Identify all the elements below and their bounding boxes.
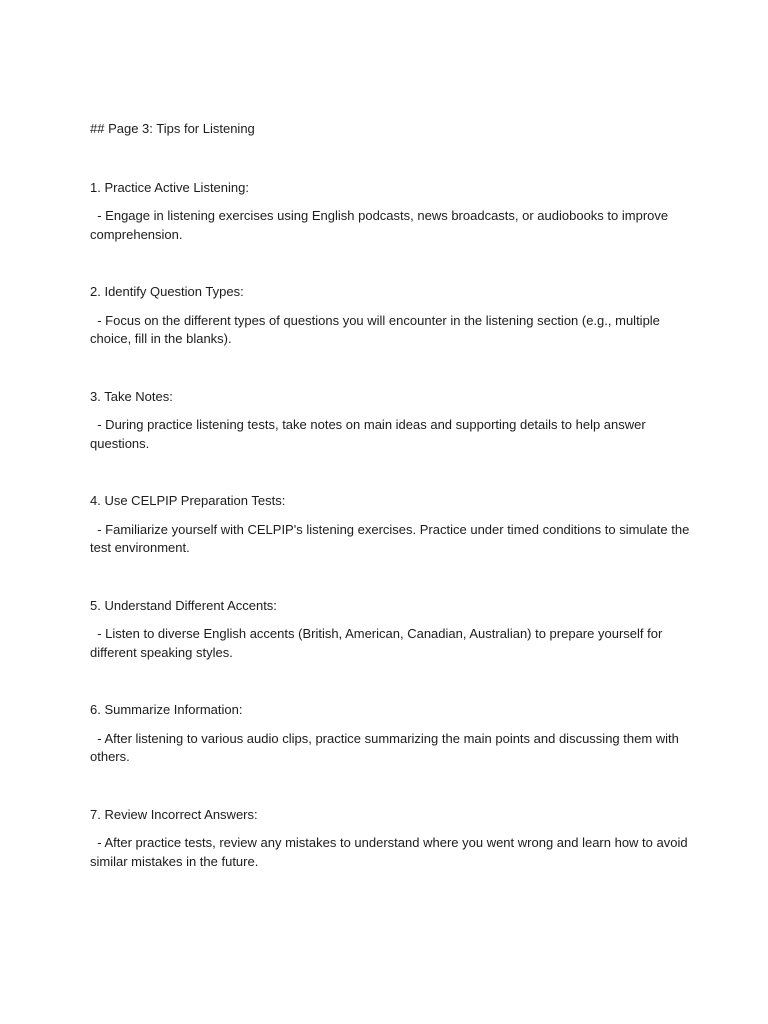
- tip-item: [90, 597, 690, 663]
- tip-title: 6. Summarize Information:: [90, 702, 243, 717]
- tip-description: - During practice listening tests, take notes on main ideas and supporting details to help answer questions.: [90, 417, 650, 451]
- tip-item: [90, 701, 690, 767]
- tip-title: 1. Practice Active Listening:: [90, 179, 249, 195]
- tip-title: 4. Use CELPIP Preparation Tests:: [90, 493, 286, 508]
- tip-item: [90, 283, 690, 349]
- tip-description: - After listening to various audio clips, practice summarizing the main points and discussing them with others.: [90, 730, 683, 764]
- tip-description: - Familiarize yourself with CELPIP's listening exercises. Practice under timed conditions to simulate the test environment.: [90, 521, 693, 555]
- tip-description: - Engage in listening exercises using English podcasts, news broadcasts, or audiobooks to improve comprehension.: [90, 208, 672, 242]
- tip-title: 2. Identify Question Types:: [90, 284, 244, 299]
- tip-title: 7. Review Incorrect Answers:: [90, 806, 258, 822]
- tip-description: - Listen to diverse English accents (British, American, Canadian, Australian) to prepare yourself for different speaking styles.: [90, 626, 666, 660]
- page-heading: ## Page 3: Tips for Listening: [90, 121, 255, 136]
- tip-item: [90, 388, 690, 454]
- tip-item: [90, 179, 690, 245]
- tip-description: - Focus on the different types of questions you will encounter in the listening section (e.g., multiple choice, fill in the blanks).: [90, 312, 664, 346]
- tip-item: [90, 492, 693, 558]
- tip-title: 3. Take Notes:: [90, 388, 173, 404]
- tip-description: - After practice tests, review any mistakes to understand where you went wrong and learn how to avoid similar mistakes in the future.: [90, 835, 692, 869]
- tip-title: 5. Understand Different Accents:: [90, 597, 277, 613]
- document-page: [90, 120, 693, 910]
- tip-item: [90, 806, 690, 872]
